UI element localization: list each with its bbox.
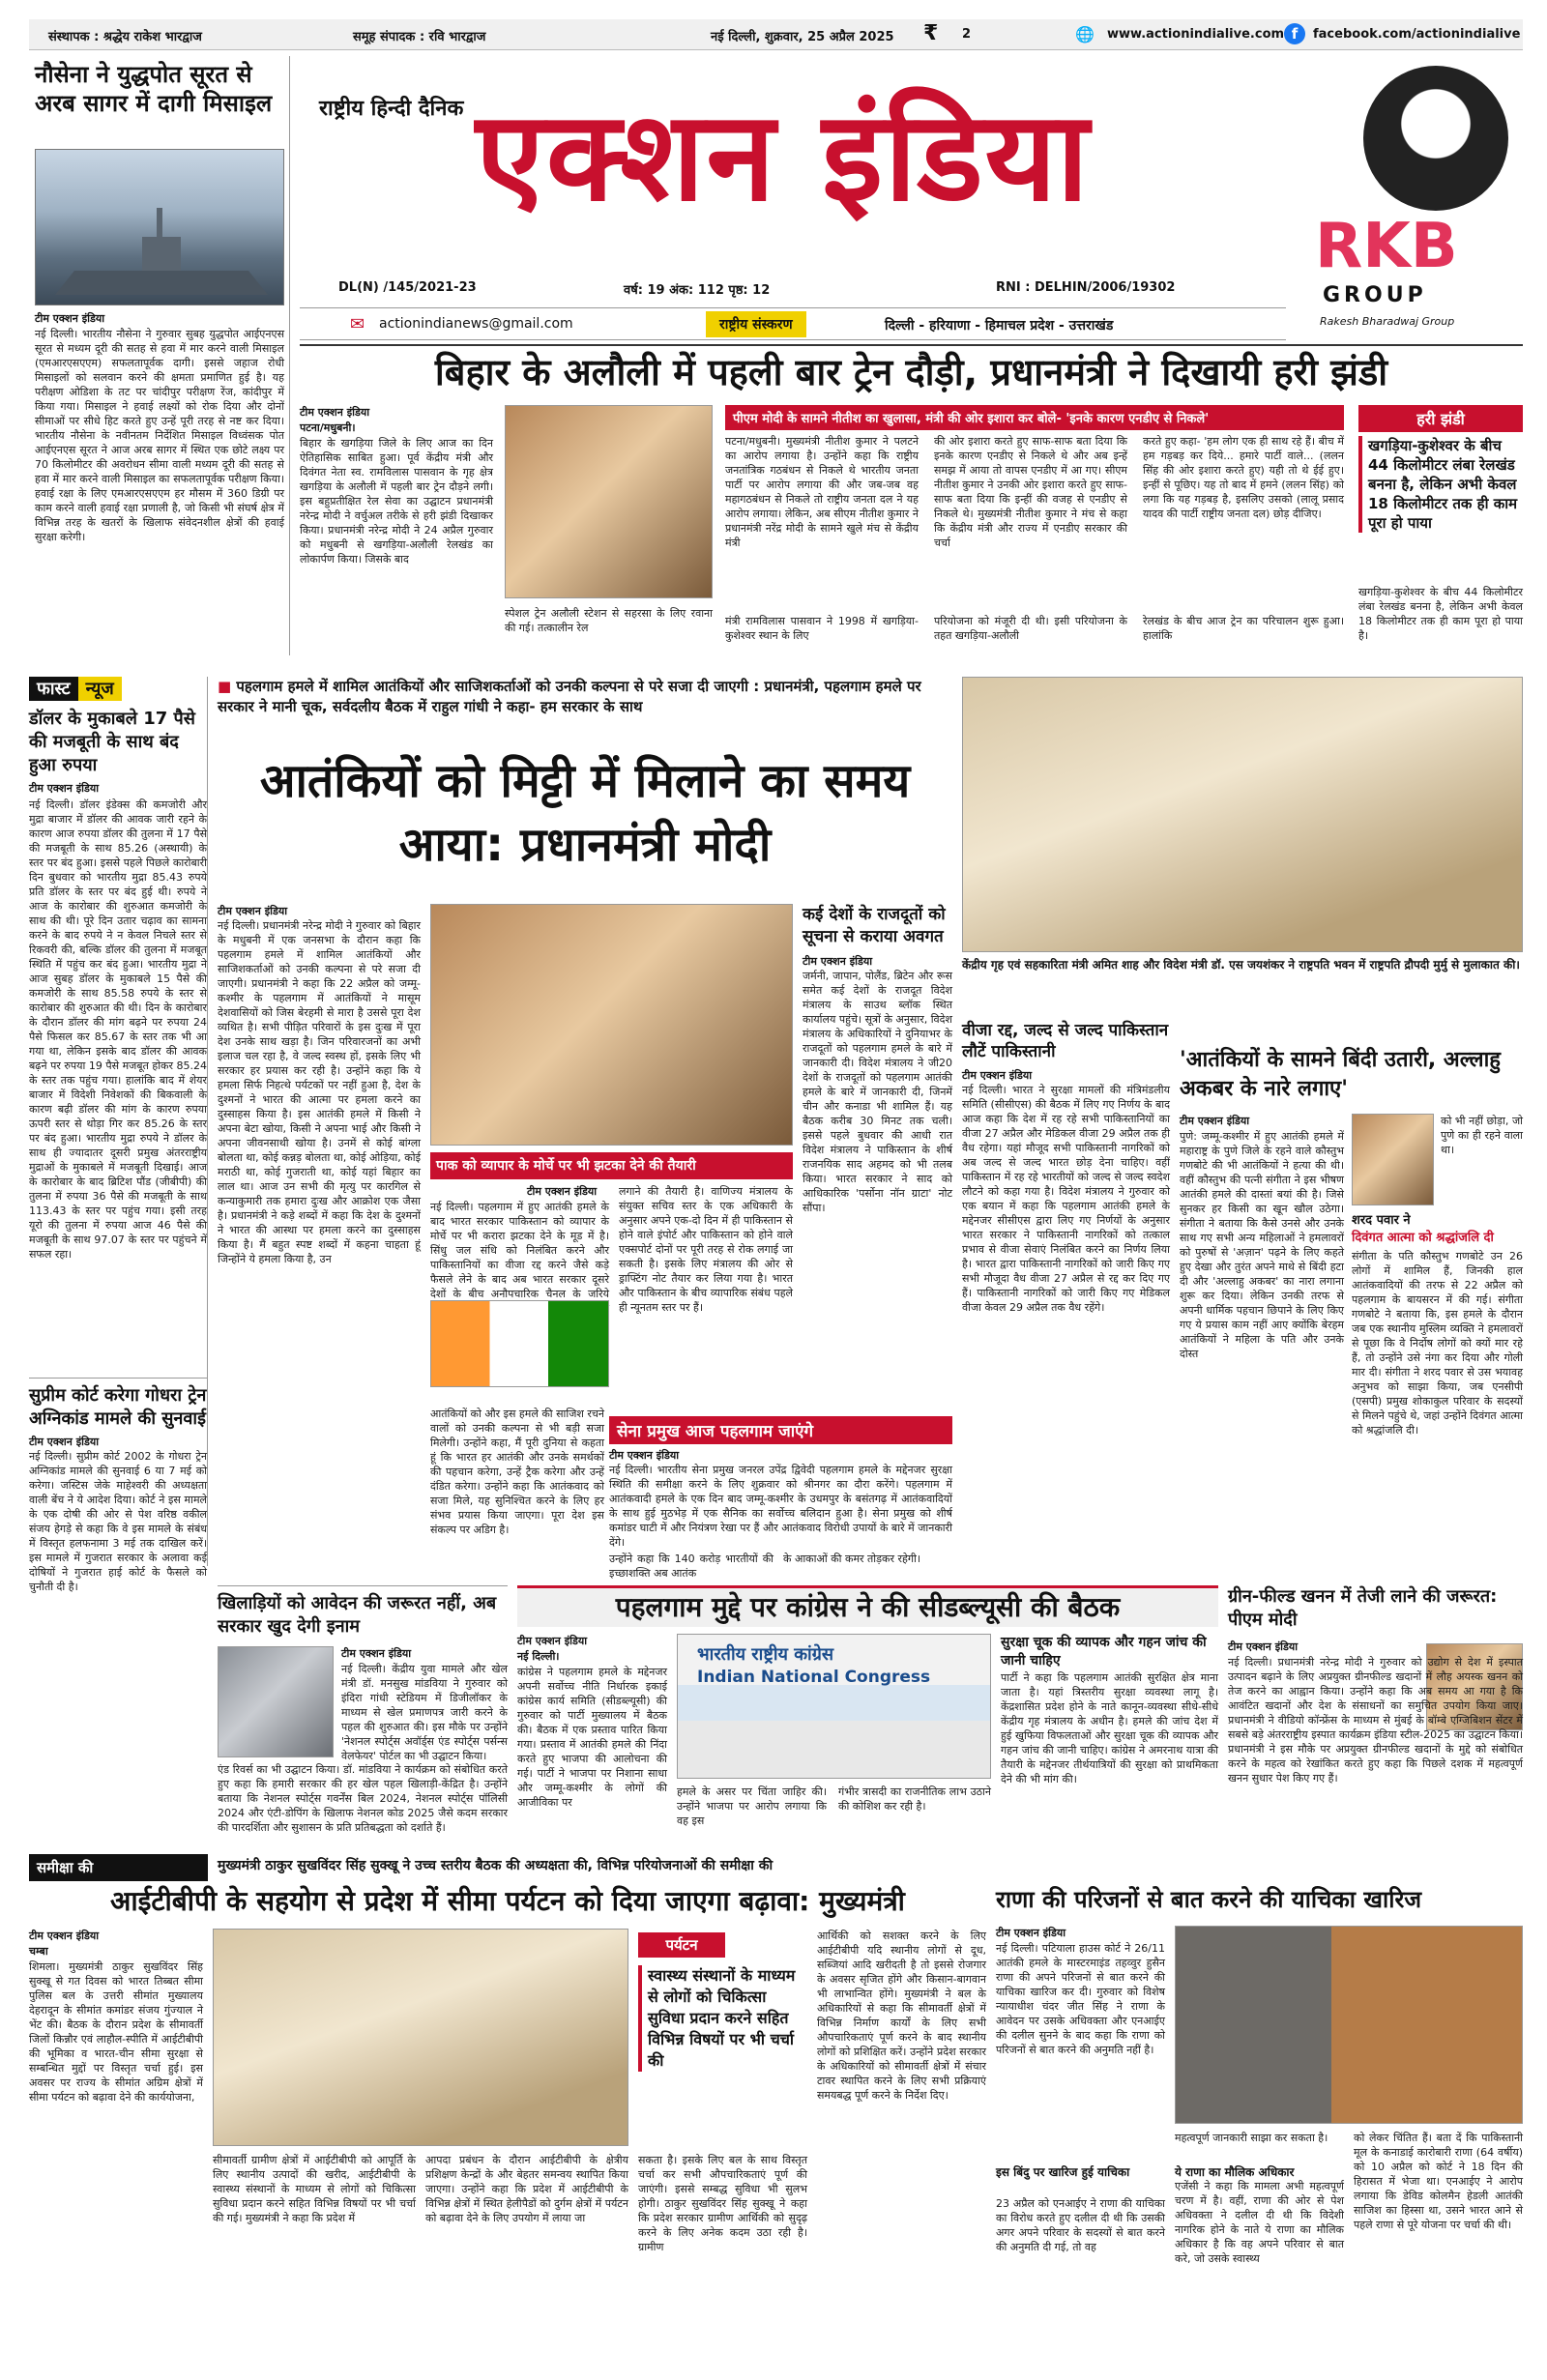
congress-dateline: नई दिल्ली। (517, 1650, 560, 1663)
globe-icon: 🌐 (1075, 25, 1095, 44)
flags-graphic (430, 1300, 609, 1387)
fast-tag: फास्ट (29, 677, 78, 701)
fast-news-tag (29, 677, 207, 700)
tourism-tag: पर्यटन (638, 1932, 725, 1958)
facebook-link[interactable]: facebook.com/actionindialive (1313, 27, 1521, 42)
sports-headline: खिलाड़ियों को आवेदन की जरूरत नहीं, अब सरकार खुद देगी इनाम (218, 1593, 497, 1637)
himachal-headline: आईटीबीपी के सहयोग से प्रदेश में सीमा पर्यटन को दिया जाएगा बढ़ावा: मुख्यमंत्री (110, 1885, 905, 1917)
train-byline: टीम एक्शन इंडिया (300, 406, 370, 419)
founder-portrait (1363, 66, 1508, 211)
himachal-col4: आर्थिकी को सशक्त करने के लिए आईटीबीपी यदि स्थानीय लोगों से दूध, सब्जियां आदि खरीदती है तो इससे रोजगार के अवसर सृजित होंगे और किसान-बागवान भी लाभान्वित होंगे। मुख्यमंत्री ने बल के अधिकारियों से कहा कि सीमावर्ती क्षेत्रों में विभिन्न निर्माण कार्यों के लिए सभी औपचारिकताएं पूर्ण करने के बाद स्थानीय लोगों को प्रशिक्षित करें। उन्होंने प्रदेश सरकार के अधिकारियों को सीमावर्ती क्षेत्रों में संचार टावर स्थापित करने के लिए सभी प्रक्रियाएं समयबद्ध पूर्ण करने के निर्देश दिए। (817, 1930, 986, 2102)
pm-banner-bullet-icon: ■ (218, 678, 237, 695)
rana-sub2: ये राणा का मौलिक अधिकार (1175, 2165, 1295, 2179)
congress-headline: पहलगाम मुद्दे पर कांग्रेस ने की सीडब्ल्यूसी की बैठक (517, 1585, 1218, 1627)
train-kicker: हरी झंडी (1358, 405, 1523, 432)
fast-news (29, 677, 208, 1593)
congress-banner-hi: भारतीय राष्ट्रीय कांग्रेस (697, 1644, 834, 1665)
rana-body1: नई दिल्ली। पटियाला हाउस कोर्ट ने 26/11 आतंकी हमले के मास्टरमाइंड तहव्वुर हुसैन राणा की अपने परिजनों से बात करने की याचिका खारिज कर दी। गुरुवार को विशेष न्यायाधीश चंदर जीत सिंह ने राणा के आवेदन पर उसके अधिवक्ता और एनआईए की दलील सुनने के बाद कहा कि राणा को परिजनों से बात करने की अनुमति नहीं है। (996, 1942, 1165, 2056)
divider (300, 344, 1523, 346)
himachal-body: शिमला। मुख्यमंत्री ठाकुर सुखविंदर सिंह सुक्खू से गत दिवस को भारत तिब्बत सीमा पुलिस बल के उत्तरी सीमांत मुख्यालय देहरादून के सीमांत कमांडर संजय गुंज्याल ने भेंट की। बैठक के दौरान प्रदेश के सीमावर्ती जिलों किन्नौर एवं लाहौल-स्पीति में आईटीबीपी की भूमिका व भारत-चीन सीमा सुरक्षा से सम्बन्धित मुद्दों पर विस्तृत चर्चा हुई। इस अवसर पर राज्य के सीमांत अग्रिम क्षेत्रों में सीमा पर्यटन को बढ़ावा देने की कार्ययोजना, (29, 1960, 203, 2104)
rana-story (996, 1926, 1523, 2359)
train-banner: पीएम मोदी के सामने नीतीश का खुलासा, मंत्री की ओर इशारा कर बोले- 'इनके कारण एनडीए से निकले' (725, 405, 1344, 430)
sports-story (218, 1585, 508, 1846)
congress-story (517, 1634, 1218, 1846)
sports-body2: एंड रिवर्स का भी उद्घाटन किया। डॉ. मांडविया ने कार्यक्रम को संबोधित करते हुए कहा कि हमारी सरकार की हर खेल पहल खिलाड़ी-केंद्रित है। उन्होंने बताया कि नेशनल स्पोर्ट्स गवर्नेंस बिल 2024, नेशनल स्पोर्ट्स पॉलिसी 2024 और एंटी-डोपिंग के खिलाफ नेशनल कोड 2025 जैसे कदम सरकार की पारदर्शिता और सुशासन के प्रति प्रतिबद्धता को दर्शाते हैं। (218, 1763, 508, 1834)
pm-byline: टीम एक्शन इंडिया (218, 905, 288, 917)
navy-photo (35, 149, 284, 305)
rkb-logo (1296, 56, 1523, 346)
slogan-body2: संगीता के पति कौस्तुभ गणबोटे उन 26 लोगों में शामिल हैं, जिनकी हाल आतंकवादियों की तरफ से 22 अप्रैल को पहलगाम के बायसरन में की गई। संगीता गणबोटे ने बताया कि, इस हमले के दौरान जब एक स्थानीय मुस्लिम व्यक्ति ने हमलावरों से पूछा कि वे निर्दोष लोगों को क्यों मार रहे हैं, तो उन्होंने उसे नंगा कर दिया और गोली मार दी। संगीता ने शरद पवार से उस भयावह अनुभव को साझा किया, जब एनसीपी (एसपी) प्रमुख शोकाकुल परिवार के सदस्यों से मिलने पहुंचे थे, जहां उन्होंने दिवंगत आत्मा को श्रद्धांजलि दी। (1352, 1250, 1523, 1437)
congress-banner-en: Indian National Congress (697, 1668, 931, 1687)
envoys-byline: टीम एक्शन इंडिया (803, 955, 873, 968)
slogan-byline: टीम एक्शन इंडिया (1180, 1115, 1250, 1127)
himachal-foot1: सीमावर्ती ग्रामीण क्षेत्रों में आईटीबीपी को आपूर्ति के लिए स्थानीय उत्पादों की खरीद, आईटीबीपी के स्वास्थ्य संस्थानों के माध्यम से लोगों को चिकित्सा सुविधा प्रदान करने सहित विभिन्न विषयों पर भी चर्चा की गई। मुख्यमंत्री ने कहा कि प्रदेश में (213, 2154, 416, 2224)
volume-info: वर्ष: 19 अंक: 112 पृष्ठ: 12 (624, 283, 771, 298)
envoys-box (803, 904, 952, 1358)
meeting-caption: केंद्रीय गृह एवं सहकारिता मंत्री अमित शाह और विदेश मंत्री डॉ. एस जयशंकर ने राष्ट्रपति भवन में राष्ट्रपति द्रौपदी मुर्मु से मुलाकात की। (962, 958, 1520, 972)
envoys-headline: कई देशों के राजदूतों को सूचना से कराया अवगत (803, 905, 946, 946)
navy-body: नई दिल्ली। भारतीय नौसेना ने गुरुवार सुबह युद्धपोत आईएनएस सूरत से मध्यम दूरी की सतह से हवा में मार करने वाली मिसाइल (एमआरएसएएम) सफलतापूर्वक दागी। इससे जहाज रोधी मिसाइलों को सलवान करने की क्षमता प्रमाणित हुई है। यह परीक्षण ओडिशा के तट पर चांदीपुर परीक्षण रेंज, कांदीपुर में किया गया। मिसाइल ने हवाई लक्ष्यों को रोक दिया और दोनों सीमाओं पर सीधे हिट करते हुए उन्हें पूरी तरह से नष्ट कर दिया। भारतीय नौसेना के नवीनतम निर्देशित मिसाइल विध्वंसक पोत आईएनएस सूरत ने आज अरब सागर में स्थित एक छोटे लक्ष्य पर 70 किलोमीटर की अवरोधन सीमा वाली मध्यम दूरी की सतह से हवा में मार करने वाली मिसाइल का सफलतापूर्वक परीक्षण किया। हवाई रक्षा के लिए एमआरएसएएम हर मौसम में 360 डिग्री पर काम करने वाली हवाई रक्षा प्रणाली है, जो किसी भी संघर्ष क्षेत्र में विभिन्न तरह के खतरों के खिलाफ संवेदनशील क्षेत्रों की हवाई सुरक्षा करेगी। (35, 328, 284, 543)
train-side-note: खगड़िया-कुशेश्वर के बीच 44 किलोमीटर लंबा रेलखंड बनना है, लेकिन अभी केवल 18 किलोमीटर तक ही काम पूरा हो पाया है। (1358, 586, 1523, 642)
news-tag: न्यूज (78, 677, 122, 701)
train-foot2: परियोजना को मंजूरी दी थी। इसी परियोजना के तहत खगड़िया-अलौली (934, 615, 1127, 642)
email-address[interactable]: actionindianews@gmail.com (379, 316, 573, 332)
founder-text: संस्थापक : श्रद्धेय राकेश भारद्वाज (48, 30, 202, 44)
himachal-foot2: आपदा प्रबंधन के दौरान आईटीबीपी के क्षेत्रीय प्रशिक्षण केन्द्रों के और बेहतर समन्वय स्थापित किया जाएगा। उन्होंने कहा कि प्रदेश में आईटीबीपी के विभिन्न क्षेत्रों में स्थित हेलीपैडों को दुर्गम क्षेत्रों में पर्यटन को बढ़ावा देने के लिए उपयोग में लाया जा (425, 2154, 628, 2224)
army-body: नई दिल्ली। भारतीय सेना प्रमुख जनरल उपेंद्र द्विवेदी पहलगाम हमले के मद्देनजर सुरक्षा स्थिति की समीक्षा करने के लिए शुक्रवार को श्रीनगर का दौरा करेंगे। पहलगाम में आतंकवादी हमले के एक दिन बाद जम्मू-कश्मीर के उधमपुर के बसंतगढ़ में आतंकवादियों के साथ हुई मुठभेड़ में एक सैनिक का सर्वोच्च बलिदान हुआ है। सेना प्रमुख को शीर्ष कमांडर घाटी में और नियंत्रण रेखा पर हैं और आतंकवाद विरोधी उपायों के बारे में जानकारी देंगे। (609, 1464, 952, 1549)
rana-photo-tail: महत्वपूर्ण जानकारी साझा कर सकता है। (1175, 2132, 1328, 2144)
congress-under2: गंभीर त्रासदी का राजनीतिक लाभ उठाने की कोशिश कर रही है। (838, 1785, 991, 1813)
slogan-story (1180, 1114, 1523, 1576)
green-byline: टीम एक्शन इंडिया (1228, 1640, 1299, 1653)
train-body: बिहार के खगड़िया जिले के लिए आज का दिन ऐतिहासिक साबित हुआ। पूर्व केंद्रीय मंत्री और दिवंगत नेता स्व. रामविलास पासवान के गृह क्षेत्र खगड़िया के अलौली में पहली बार ट्रेन दौड़ने लगी। इस बहुप्रतीक्षित रेल सेवा का उद्घाटन प्रधानमंत्री नरेन्द्र मोदी ने वर्चुअल तरीके से हरी झंडी दिखाकर किया। प्रधानमंत्री नरेन्द्र मोदी ने 24 अप्रैल गुरुवार को मधुबनी से खगड़िया-अलौली रेलखंड का लोकार्पण किया। जिसके बाद (300, 437, 493, 566)
sports-byline: टीम एक्शन इंडिया (341, 1647, 412, 1660)
himachal-byline: टीम एक्शन इंडिया (29, 1930, 100, 1942)
gumla-body: नई दिल्ली। सुप्रीम कोर्ट 2002 के गोधरा ट्रेन अग्निकांड मामले की सुनवाई 6 या 7 मई को करेगा। जस्टिस जेके माहेश्वरी की अध्यक्षता वाली बेंच ने ये आदेश दिया। कोर्ट ने इस मामले के एक दोषी की ओर से पेश वरिष्ठ वकील संजय हेगड़े से कहा कि वे इस मामले के संबंध में विस्तृत हलफनामा 3 मई तक दाखिल करें। इस मामले में गुजरात सरकार के अलावा कई दोषियों ने गुजरात हाई कोर्ट के फैसले को चुनौती दी है। (29, 1450, 207, 1593)
pm-banner (218, 677, 952, 717)
rana-byline: टीम एक्शन इंडिया (996, 1927, 1066, 1939)
train-col2: स्पेशल ट्रेन अलौली स्टेशन से सहरसा के लिए रवाना की गई। तत्कालीन रेल (505, 607, 713, 634)
green-story (1228, 1585, 1523, 1846)
website-link[interactable]: www.actionindialive.com (1107, 27, 1285, 42)
himachal-label: समीक्षा की (29, 1854, 208, 1881)
warship-icon (36, 150, 285, 306)
masthead-strip (300, 307, 1286, 340)
pm-body: नई दिल्ली। प्रधानमंत्री नरेन्द्र मोदी ने गुरुवार को बिहार के मधुबनी में एक जनसभा के दौरान कहा कि पहलगाम हमले में शामिल आतंकियों और साजिशकर्ताओं को उनकी कल्पना से परे सजा दी जाएगी। प्रधानमंत्री ने कहा कि 22 अप्रैल को जम्मू-कश्मीर के पहलगाम में आतंकियों ने मासूम देशवासियों को जिस बेरहमी से मारा है उससे पूरा देश व्यथित है। सभी पीड़ित परिवारों के इस दुःख में पूरा देश उनके साथ खड़ा है। जिन परिवारजनों का अभी इलाज चल रहा है, वे जल्द स्वस्थ हों, इसके लिए भी सरकार हर प्रयास कर रही है। उन्होंने कहा कि ये हमला सिर्फ निहत्थे पर्यटकों पर नहीं हुआ है, देश के दुश्मनों ने भारत की आत्मा पर हमला करने का दुस्साहस किया है। इस आतंकी हमले में किसी ने अपना बेटा खोया, किसी ने अपना भाई और किसी ने अपना जीवनसाथी खोया है। उनमें से कोई बांग्ला बोलता था, कोई कन्नड़ बोलता था, कोई ओड़िया, कोई मराठी था, कोई गुजराती था, कोई यहां बिहार का लाल था। आज उन सभी की मृत्यु पर कारगिल से कन्याकुमारी तक हमारा दुःख और आक्रोश एक जैसा है। प्रधानमंत्री ने कड़े शब्दों में कहा कि देश के दुश्मनों ने भारत की आस्था पर हमला करने का दुस्साहस किया है। मैं बहुत स्पष्ट शब्दों में कहना चाहता हूं जिन्होंने ये हमला किया है, उन (218, 919, 421, 1265)
masthead-title: एक्शन इंडिया (476, 85, 1091, 229)
train-story (300, 401, 1523, 648)
army-foot2: के आकाओं की कमर तोड़कर रहेगी। (783, 1553, 921, 1565)
rana-body4: को लेकर चिंतित हैं। बता दें कि पाकिस्तानी मूल के कनाडाई कारोबारी राणा (64 वर्षीय) को 10 अप्रैल को कोर्ट ने 18 दिन की हिरासत में भेजा था। एनआईए ने आरोप लगाया कि डेविड कोलमैन हेडली आतंकी साजिश का हिस्सा था, उसने भारत आने से पहले राणा से पूरे योजना पर चर्चा की थी। (1354, 2132, 1523, 2231)
logo-sub: Rakesh Bharadwaj Group (1320, 315, 1455, 328)
navy-byline: टीम एक्शन इंडिया (35, 312, 105, 325)
train-side-body1: पटना/मधुबनी। मुख्यमंत्री नीतीश कुमार ने पलटने का आरोप लगाया है। उन्होंने कहा कि राष्ट्रीय जनतांत्रिक गठबंधन से निकले थे भारतीय जनता पार्टी पर आरोप लगाया की और जब-जब वह महागठबंधन से निकले तो राष्ट्रीय जनता दल ने यह आरोप लगाया। लेकिन, अब सीएम नीतीश कुमार ने प्रधानमंत्री नरेंद्र मोदी के सामने खुले मंच से केंद्रीय मंत्री (725, 435, 919, 549)
rana-body3: एजेंसी ने कहा कि मामला अभी महत्वपूर्ण चरण में है। वहीं, राणा की ओर से पेश अधिवक्ता ने दलील दी थी कि विदेशी नागरिक होने के नाते ये राणा का मौलिक अधिकार है कि वह अपने परिवार से बात करे, जो उसके स्वास्थ्य (1175, 2180, 1344, 2265)
facebook-icon: f (1284, 23, 1305, 44)
himachal-story (29, 1929, 986, 2359)
issue-date: नई दिल्ली, शुक्रवार, 25 अप्रैल 2025 (711, 30, 894, 44)
congress-under1: हमले के असर पर चिंता जाहिर की। उन्होंने भाजपा पर आरोप लगाया कि वह इस (677, 1785, 827, 1827)
himachal-banner: मुख्यमंत्री ठाकुर सुखविंदर सिंह सुक्खू ने उच्च स्तरीय बैठक की अध्यक्षता की, विभिन्न परियोजनाओं की समीक्षा की (218, 1858, 774, 1873)
rupee-body: नई दिल्ली। डॉलर इंडेक्स की कमजोरी और मुद्रा बाजार में डॉलर की आवक जारी रहने के कारण आज रुपया डॉलर की तुलना में 17 पैसे की मजबूती के साथ 85.26 (अस्थायी) के स्तर पर बंद हुआ। इससे पहले पिछले कारोबारी दिन बुधवार को भारतीय मुद्रा 85.43 रुपये प्रति डॉलर के स्तर पर बंद हुई थी। रुपये ने आज के कारोबार की शुरुआत कमजोरी के साथ की थी। पूरे दिन उतार चढ़ाव का सामना करने के बाद रुपये ने न केवल निचले स्तर से रिकवरी की, बल्कि डॉलर की तुलना में मजबूत स्थिति में पहुंच कर बंद हुआ। भारतीय मुद्रा ने आज सुबह डॉलर के मुकाबले 15 पैसे की कमजोरी के साथ 85.58 रुपये के स्तर से कारोबार की शुरुआत की थी। दिन के कारोबार के दौरान डॉलर की मांग बढ़ने पर रुपया 24 पैसे फिसल कर 85.67 के स्तर तक भी आ गया था, लेकिन इसके बाद डॉलर की आवक बढ़ने पर रुपया 19 पैसे मजबूत होकर 85.24 के स्तर तक पहुंच गया। हालांकि बाद में शेयर बाजार में विदेशी निवेशकों की बिकवाली के कारण बढ़ी डॉलर की मांग के कारण रुपया ऊपरी स्तर से थोड़ा गिर कर 85.26 के स्तर पर बंद हुआ। भारतीय मुद्रा रुपये ने डॉलर के साथ ही ज्यादातर दूसरी प्रमुख अंतरराष्ट्रीय मुद्राओं के मुकाबले में मजबूती दिखाई। आज के कारोबार के बाद ब्रिटिश पौंड (जीबीपी) की तुलना में रुपया 36 पैसे की मजबूती के साथ 113.43 के स्तर पर पहुंच गया। इसी तरह यूरो की तुलना में रुपया आज 46 पैसे की मजबूती के साथ 97.07 के स्तर पर पहुंचने में सफल रहा। (29, 798, 207, 1261)
price-symbol: ₹ (923, 21, 939, 45)
president-meeting-photo (962, 677, 1523, 952)
gumla-byline: टीम एक्शन इंडिया (29, 1436, 100, 1448)
sports-photo (218, 1646, 334, 1757)
train-side-body2: की ओर इशारा करते हुए साफ-साफ बता दिया कि इनके कारण एनडीए से निकले थे और अब इन्हें समझ में आया तो वापस एनडीए में आ गए। सीएम नीतीश कुमार ने उनकी ओर इशारा करते हुए साफ-साफ बता दिया कि इन्हीं की वजह से एनडीए से निकले थे। मुख्यमंत्री नीतीश कुमार ने मंच से कहा कि केंद्रीय मंत्री और राज्य में एनडीए सरकार की चर्चा (934, 435, 1127, 549)
train-foot1: मंत्री रामविलास पासवान ने 1998 में खगड़िया-कुशेश्वर स्थान के लिए (725, 615, 919, 642)
green-headline: ग्रीन-फील्ड खनन में तेजी लाने की जरूरत: पीएम मोदी (1228, 1586, 1498, 1630)
mail-icon: ✉ (350, 314, 365, 334)
sports-body: नई दिल्ली। केंद्रीय युवा मामले और खेल मंत्री डॉ. मनसुख मांडविया ने गुरुवार को इंदिरा गांधी स्टेडियम में डिजीलॉकर के माध्यम से खेल प्रमाणपत्र जारी करने के पहल की शुरुआत की। इस मौके पर उन्होंने 'नेशनल स्पोर्ट्स अवॉर्ड्स एंड स्पोर्ट्स पर्सन्स वेलफेयर' पोर्टल का भी उद्घाटन किया। (341, 1663, 508, 1762)
pm-story (218, 904, 421, 1552)
rana-photo (1175, 1926, 1523, 2124)
congress-body: कांग्रेस ने पहलगाम हमले के मद्देनजर अपनी सर्वोच्च नीति निर्धारक इकाई कांग्रेस कार्य समिति (सीडब्ल्यूसी) की गुरुवार को पार्टी मुख्यालय में बैठक की। बैठक में एक प्रस्ताव पारित किया गया। प्रस्ताव में आतंकी हमले की निंदा करते हुए भाजपा की आलोचना की गई। पार्टी ने भाजपा पर निशाना साधा और जम्मू-कश्मीर के लोगों की आजीविका पर (517, 1666, 667, 1809)
train-side-body3: करते हुए कहा- 'हम लोग एक ही साथ रहे हैं। बीच में हम गड़बड़ कर दिये... हमारे पार्टी वाले... (ललन सिंह की ओर इशारा करते हुए) यही तो थे ईई हुए। इन्हीं से पूछिए। यह तो बाद में हमने (ललन सिंह) को लगा कि यह गड़बड़ है, इसलिए उसको (लालू प्रसाद यादव की पार्टी राष्ट्रीय जनता दल) छोड़ दीजिए। (1143, 435, 1344, 520)
gumla-headline: सुप्रीम कोर्ट करेगा गोधरा ट्रेन अग्निकांड मामले की सुनवाई (29, 1378, 207, 1431)
trade-byline: टीम एक्शन इंडिया (527, 1185, 598, 1198)
visa-byline: टीम एक्शन इंडिया (962, 1069, 1033, 1082)
congress-byline: टीम एक्शन इंडिया (517, 1635, 588, 1647)
army-byline: टीम एक्शन इंडिया (609, 1449, 680, 1462)
train-dateline: पटना/मधुबनी। (300, 421, 356, 434)
train-foot3: रेलखंड के बीच आज ट्रेन का परिचालन शुरू हुआ। हालांकि (1143, 615, 1344, 642)
congress-side (1001, 1634, 1218, 1846)
editor-text: समूह संपादक : रवि भारद्वाज (353, 30, 486, 44)
congress-photo (677, 1634, 991, 1779)
slogan-top: को भी नहीं छोड़ा, जो पुणे का ही रहने वाला था। (1441, 1115, 1523, 1156)
himachal-pull-body: सकता है। इसके लिए बल के साथ विस्तृत चर्चा कर सभी औपचारिकताएं पूर्ण की जाएंगी। इससे सम्बद्ध सुविधा भी सुलभ होगी। ठाकुर सुखविंदर सिंह सुक्खू ने कहा कि प्रदेश सरकार ग्रामीण आर्थिकी को सुदृढ़ करने के लिए अनेक कदम उठा रही है। ग्रामीण (638, 2154, 807, 2253)
navy-headline: नौसेना ने युद्धपोत सूरत से अरब सागर में दागी मिसाइल (35, 61, 273, 117)
slogan-kicker (1352, 1210, 1523, 1245)
slogan-kicker-rest: दिवंगत आत्मा को श्रद्धांजलि दी (1352, 1231, 1494, 1245)
trade-body1: नई दिल्ली। पहलगाम में हुए आतंकी हमले के बाद भारत सरकार पाकिस्तान को व्यापार के मोर्चे पर भी करारा झटका देने के मूड में है। सिंधु जल संधि को निलंबित करने और पाकिस्तानियों का वीजा रद्द करने जैसे कड़े फैसले लेने के बाद अब भारत सरकार दूसरे देशों के बीच अनौपचारिक चैनल के जरिये (430, 1201, 609, 1300)
slogan-headline: 'आतंकियों के सामने बिंदी उतारी, अल्लाहु अकबर के नारे लगाए' (1180, 1048, 1501, 1101)
army-foot1: उन्होंने कहा कि 140 करोड़ भारतीयों की इच्छाशक्ति अब आतंक (609, 1553, 774, 1580)
pm-banner-text: पहलगाम हमले में शामिल आतंकियों और साजिशकर्ताओं को उनकी कल्पना से परे सजा दी जाएगी : प्रधानमंत्री, पहलगाम हमले पर सरकार ने मानी चूक, सर्वदलीय बैठक में राहुल गांधी ने कहा- हम सरकार के साथ (218, 678, 921, 715)
visa-headline: वीजा रद्द, जल्द से जल्द पाकिस्तान लौटें पाकिस्तानी (962, 1021, 1169, 1061)
train-headline: बिहार के अलौली में पहली बार ट्रेन दौड़ी, प्रधानमंत्री ने दिखायी हरी झंडी (434, 351, 1388, 393)
price: 2 (962, 27, 972, 42)
trade-body2: लगाने की तैयारी है। वाणिज्य मंत्रालय के संयुक्त सचिव स्तर के एक अधिकारी के अनुसार अपने एक-दो दिन में ही पाकिस्तान से होने वाले इंपोर्ट और पाकिस्तान को होने वाले एक्सपोर्ट दोनों पर पूरी तरह से रोक लगाई जा सकती है। इसके लिए मंत्रालय की ओर से ड्राफ्टिंग नोट तैयार कर लिया गया है। भारत और पाकिस्तान के बीच व्यापारिक संबंध पहले ही न्यूनतम स्तर पर हैं। (619, 1185, 793, 1314)
masthead-tagline: राष्ट्रीय हिन्दी दैनिक (319, 97, 464, 121)
army-headline: सेना प्रमुख आज पहलगाम जाएंगे (609, 1416, 952, 1444)
pm-headline: आतंकियों को मिट्टी में मिलाने का समय आया: प्रधानमंत्री मोदी (259, 754, 911, 872)
trade-body3: आतंकियों को और इस हमले की साजिश रचने वालों को उनकी कल्पना से भी बड़ी सजा मिलेगी। उन्होंने कहा, मैं पूरी दुनिया से कहता हूं कि भारत हर आतंकी और उनके समर्थकों की पहचान करेगा, उन्हें ट्रैक करेगा और उन्हें दंडित करेगा। उन्होंने कहा कि आतंकवाद को सजा मिले, यह सुनिश्चित करने के लिए हर संभव प्रयास किया जाएगा। पूरा देश इस संकल्प पर अडिग है। (430, 1408, 604, 1536)
train-side-head: खगड़िया-कुशेश्वर के बीच 44 किलोमीटर लंबा रेलखंड बनना है, लेकिन अभी केवल 18 किलोमीटर तक ही काम पूरा हो पाया (1358, 436, 1523, 533)
slogan-body1: पुणे: जम्मू-कश्मीर में हुए आतंकी हमले में महाराष्ट्र के पुणे जिले के रहने वाले कौस्तुभ गणबोटे की भी आतंकियों ने हत्या की थी। वहीं कौस्तुभ की पत्नी संगीता ने इस भीषण आतंकी हमले की दास्तां बयां की है। जिसे सुनकर हर किसी का खून खौल उठेगा। संगीता ने बताया कि कैसे उनसे और उनके साथ गए सभी अन्य महिलाओं ने हमलावरों को पुरुषों से 'अज़ान' पढ़ने के लिए कहते हुए देखा और तुरंत अपने माथे से बिंदी हटा दी और 'अल्लाहु अकबर' का नारा लगाना शुरू कर दिया। लेकिन उनकी तरफ से अपनी धार्मिक पहचान छिपाने के लिए किए गए ये प्रयास काम नहीं आए क्योंकि बेरहम आतंकियों ने महिला के पति और उनके दोस्त (1180, 1130, 1344, 1360)
top-bar (29, 19, 1523, 50)
trade-headline: पाक को व्यापार के मोर्चे पर भी झटका देने की तैयारी (430, 1152, 793, 1179)
himachal-photo (213, 1929, 628, 2146)
reg-number: DL(N) /145/2021-23 (338, 280, 477, 295)
envoys-body: जर्मनी, जापान, पोलैंड, ब्रिटेन और रूस समेत कई देशों के राजदूत विदेश मंत्रालय के साउथ ब्लॉक स्थित कार्यालय पहुंचे। सूत्रों के अनुसार, विदेश मंत्रालय के अधिकारियों ने दुनियाभर के राजदूतों को पहलगाम हमले के बारे में जानकारी दी। विदेश मंत्रालय ने जी20 देशों के राजदूतों को पहलगाम आतंकी हमले के बारे में जानकारी दी, जिनमें चीन और कनाडा भी शामिल हैं। यह बैठक करीब 30 मिनट तक चली। इससे पहले बुधवार की आधी रात विदेश मंत्रालय ने पाकिस्तान के शीर्ष राजनयिक साद अहमद को भी तलब किया। भारत सरकार ने साद को आधिकारिक 'पर्सोना नॉन ग्राटा' नोट सौंपा। (803, 970, 952, 1214)
himachal-place: चम्बा (29, 1945, 48, 1958)
rni-number: RNI : DELHIN/2006/19302 (996, 280, 1176, 295)
rana-sub1: इस बिंदु पर खारिज हुई याचिका (996, 2165, 1130, 2179)
masthead (300, 56, 1276, 298)
army-box (609, 1416, 952, 1552)
slogan-photo (1352, 1114, 1434, 1205)
rana-body2: 23 अप्रैल को एनआईए ने राणा की याचिका का विरोध करते हुए दलील दी थी कि उसकी अगर अपने परिवार के सदस्यों से बात करने की अनुमति दी गई, तो वह (996, 2197, 1165, 2253)
rupee-headline: डॉलर के मुकाबले 17 पैसे की मजबूती के साथ बंद हुआ रुपया (29, 709, 195, 775)
rupee-byline: टीम एक्शन इंडिया (29, 782, 100, 795)
green-body: नई दिल्ली। प्रधानमंत्री नरेन्द्र मोदी ने गुरुवार को उद्योग से देश में इस्पात उत्पादन बढ़ाने के लिए अप्रयुक्त ग्रीनफील्ड खदानों में लौह अयस्क खनन को तेज करने का आह्वान किया। उन्होंने कहा कि अब समय आ गया है कि आवंटित खदानों और देश के संसाधनों का समुचित उपयोग किया जाए। प्रधानमंत्री ने वीडियो कॉन्फ्रेंस के माध्यम से मुंबई के बॉम्बे एग्जिबिशन सेंटर में सबसे बड़े अंतरराष्ट्रीय इस्पात कार्यक्रम इंडिया स्टील-2025 का उद्घाटन किया। प्रधानमंत्री ने इस मौके पर अप्रयुक्त ग्रीनफील्ड खदानों के मुद्दे को संबोधित करने के महत्व को रेखांकित करते हुए कहा कि पिछले दशक में महत्वपूर्ण खनन सुधार पेश किए गए हैं। (1228, 1656, 1523, 1785)
navy-story (29, 56, 290, 655)
rana-headline: राणा की परिजनों से बात करने की याचिका खारिज (996, 1886, 1422, 1913)
regions-text: दिल्ली - हरियाणा - हिमाचल प्रदेश - उत्तराखंड (885, 318, 1114, 334)
trade-story (430, 1184, 793, 1407)
visa-story (962, 1020, 1170, 1576)
visa-body: नई दिल्ली। भारत ने सुरक्षा मामलों की मंत्रिमंडलीय समिति (सीसीएस) की बैठक में लिए गए निर्णय के बाद आज कहा कि देश में रह रहे सभी पाकिस्तानियों का वीजा 27 अप्रैल और मेडिकल वीजा 29 अप्रैल तक ही वैध रहेगा। यहां मौजूद सभी पाकिस्तानी नागरिकों को अब जल्द से जल्द भारत छोड़ देना चाहिए। वहीं पाकिस्तान में रह रहे भारतीयों को जल्द से जल्द स्वदेश लौटने को कहा गया है। विदेश मंत्रालय ने गुरुवार को एक बयान में कहा कि पहलगाम आतंकी हमले के मद्देनजर सीसीएस द्वारा लिए गए निर्णयों के अनुसार भारत सरकार ने पाकिस्तानी नागरिकों को तत्काल प्रभाव से वीजा सेवाएं निलंबित करने का निर्णय लिया है। भारत द्वारा पाकिस्तानी नागरिकों को जारी किए गए सभी मौजूदा वैध वीजा 27 अप्रैल से रद्द कर दिए गए हैं। पाकिस्तानी नागरिकों को जारी किए गए मेडिकल वीजा केवल 29 अप्रैल तक वैध रहेंगे। (962, 1084, 1170, 1314)
congress-side-body: पार्टी ने कहा कि पहलगाम आतंकी सुरक्षित क्षेत्र माना जाता है। यहां त्रिस्तरीय सुरक्षा व्यवस्था लागू है। केंद्रशासित प्रदेश होने के नाते कानून-व्यवस्था सीधे-सीधे केंद्रीय गृह मंत्रालय के अधीन है। हमले की जांच देश में हुई खुफिया विफलताओं और सुरक्षा चूक की व्यापक और गहन जांच की जानी चाहिए। कांग्रेस ने अमरनाथ यात्रा की तैयारी के मद्देनजर तीर्थयात्रियों की सुरक्षा को प्राथमिकता देने की भी मांग की। (1001, 1671, 1218, 1785)
congress-side-head: सुरक्षा चूक की व्यापक और गहन जांच की जानी चाहिए (1001, 1635, 1207, 1669)
logo-group: GROUP (1323, 283, 1427, 307)
slogan-kicker-name: शरद पवार ने (1352, 1213, 1411, 1228)
train-photo (505, 405, 713, 598)
edition-badge: राष्ट्रीय संस्करण (706, 311, 806, 337)
logo-text: RKB (1315, 211, 1458, 282)
himachal-pullquote: स्वास्थ्य संस्थानों के माध्यम से लोगों को चिकित्सा सुविधा प्रदान करने सहित विभिन्न विषयों पर भी चर्चा की (638, 1965, 807, 2072)
pm-photo (430, 904, 793, 1146)
